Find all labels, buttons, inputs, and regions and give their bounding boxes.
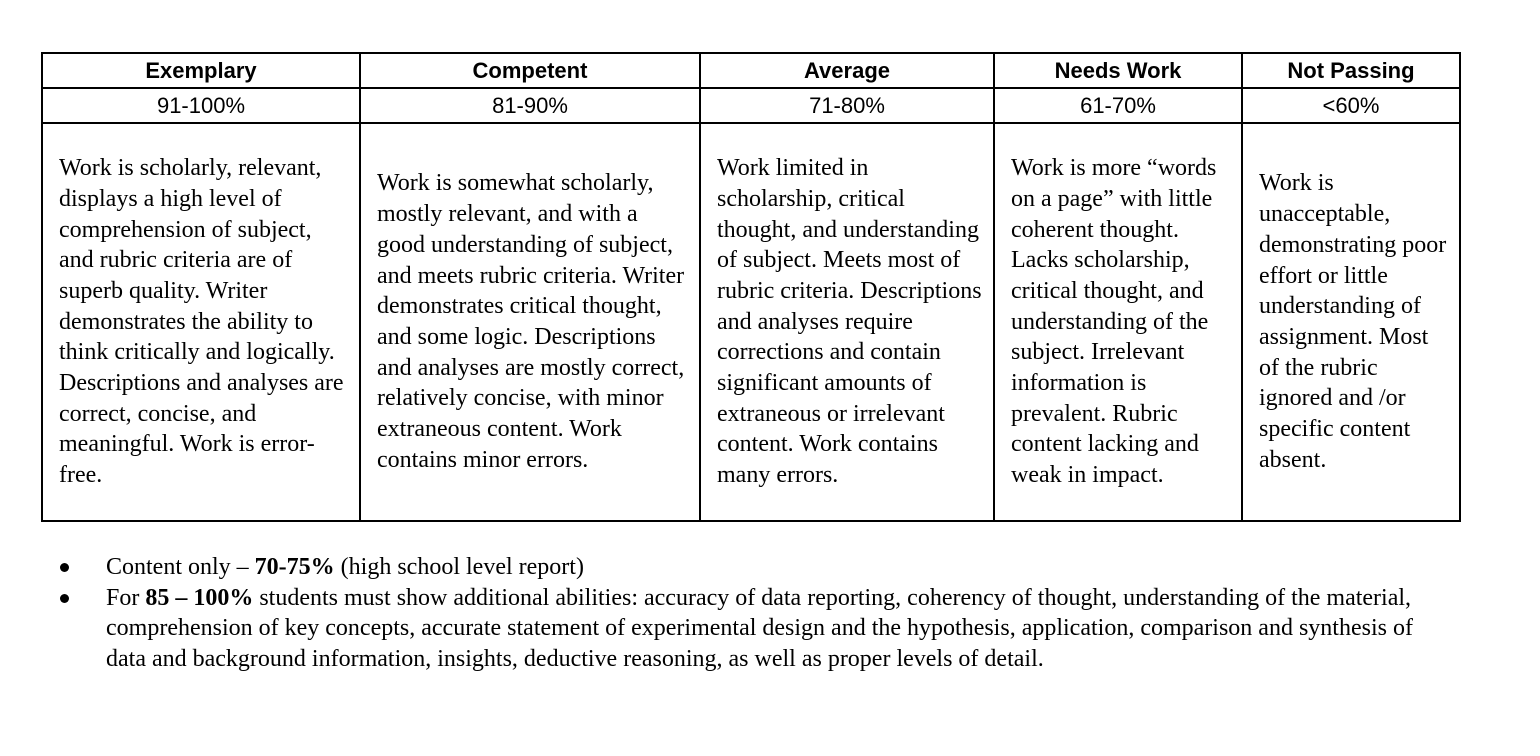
level-range-average: 71-80% [700,88,994,123]
rubric-header-row [42,53,1460,88]
bullet-icon [60,563,69,572]
level-name-not-passing: Not Passing [1242,53,1460,88]
level-name-average: Average [700,53,994,88]
note-text: (high school level report) [334,554,584,580]
description-text: Work is more “words on a page” with little coherent thought. Lacks scholarship, critical thought, and understanding of the subject. Irrelevant information is prevalent. Rubric content lacking and weak in impact. [1011,155,1217,489]
level-name-needs-work: Needs Work [994,53,1242,88]
level-name-competent: Competent [360,53,700,88]
description-text: Work is scholarly, relevant, displays a high level of comprehension of subject, and rubric criteria are of superb quality. Writer demonstrates the ability to think critically and logically. Descriptions and analyses are correct, concise, and meaningful. Work is error-free. [59,155,344,489]
level-description-not-passing [1242,123,1460,521]
bullet-icon [60,594,69,603]
note-bold-range: 85 – 100% [145,584,254,611]
note-text: students must show additional abilities: accuracy of data reporting, coherency of thought, understanding of the material, comprehension of key concepts, accurate statement of experimental design and the hypothesis, application, comparison and synthesis of data and background information, insights, deductive reasoning, as well as proper levels of detail. [106,584,1413,672]
rubric-range-row [42,88,1460,123]
note-text: For [106,584,146,611]
description-text: Work limited in scholarship, critical thought, and understanding of subject. Meets most of rubric criteria. Descriptions and analyses require corrections and contain significant amounts of extraneous or irrelevant content. Work contains many errors. [717,155,982,489]
level-range-exemplary: 91-100% [42,88,360,123]
level-description-competent [360,123,700,521]
level-name-exemplary: Exemplary [42,53,360,88]
description-text: Work is somewhat scholarly, mostly relevant, and with a good understanding of subject, and meets rubric criteria. Writer demonstrates critical thought, and some logic. Descriptions and analyses are mostly correct, relatively concise, with minor extraneous content. Work contains minor errors. [377,170,685,473]
grading-notes-list [56,552,1436,674]
level-range-not-passing: <60% [1242,88,1460,123]
grading-rubric-table [41,52,1461,522]
note-text: Content only – [106,554,255,580]
level-description-average [700,123,994,521]
note-item-content-only [56,552,1436,583]
note-bold-range: 70-75% [254,554,335,580]
level-description-exemplary [42,123,360,521]
description-text: Work is unacceptable, demonstrating poor effort or little understanding of assignment. Most of the rubric ignored and /or specific content absent. [1259,170,1447,473]
rubric-description-row [42,123,1460,521]
level-description-needs-work [994,123,1242,521]
level-range-needs-work: 61-70% [994,88,1242,123]
note-item-additional-abilities [56,583,1436,675]
level-range-competent: 81-90% [360,88,700,123]
